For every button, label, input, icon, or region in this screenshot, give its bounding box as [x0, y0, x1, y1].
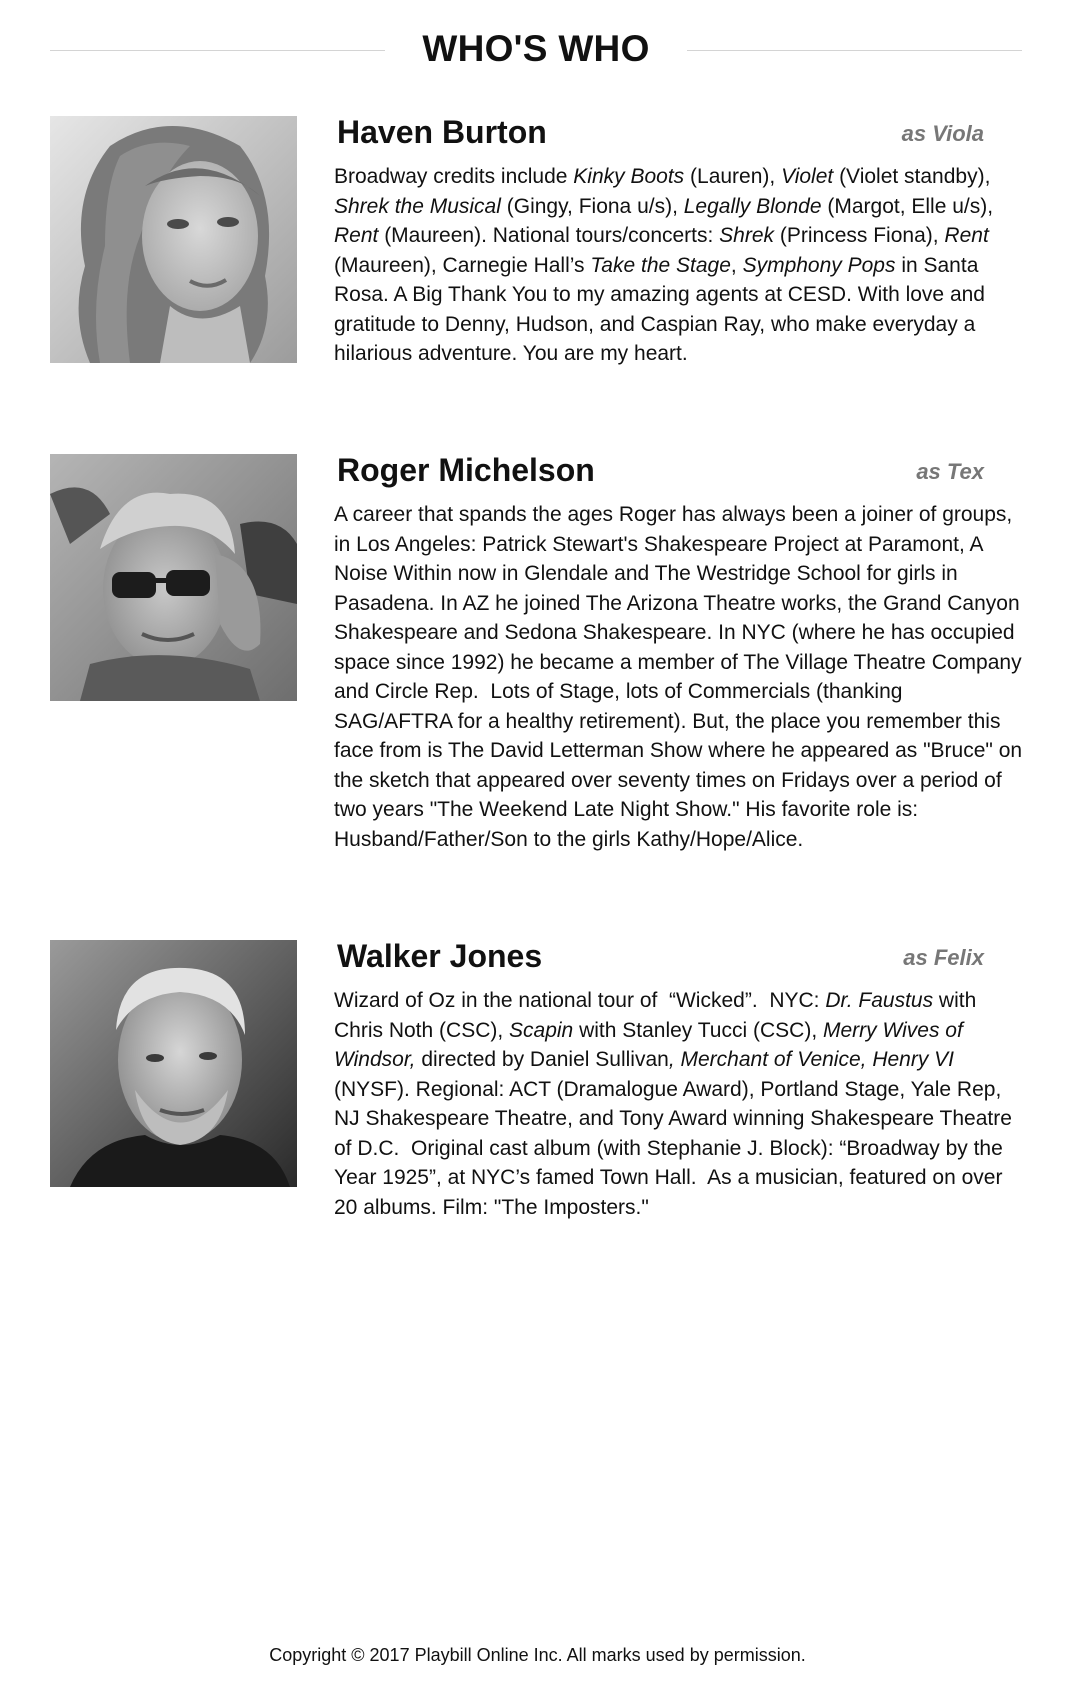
- name-row: [334, 454, 1024, 500]
- cast-entry-text: [334, 452, 1028, 854]
- cast-entry-text: [334, 940, 1024, 1222]
- bio-title-italic: Rent: [334, 224, 379, 247]
- bio-text: Wizard of Oz in the national tour of “Wicked”. NYC:: [334, 989, 826, 1012]
- bio-title-italic: Kinky Boots: [573, 165, 685, 188]
- bio-title-italic: Scapin: [509, 1018, 574, 1042]
- headshot-man-glasses-icon: [50, 454, 297, 701]
- bio-text: (Gingy, Fiona u/s),: [500, 194, 684, 218]
- headshot-man-glasses-icon-graphic: [50, 454, 297, 701]
- bio-title-italic: Take the Stage: [590, 253, 731, 277]
- bio-title-italic: Legally Blonde: [683, 194, 822, 218]
- copyright-footer: Copyright © 2017 Playbill Online Inc. All marks used by permission.: [269, 1645, 806, 1665]
- cast-bio: [334, 986, 1024, 1222]
- bio-text: (Margot, Elle u/s),: [821, 194, 999, 218]
- name-row: [334, 940, 1024, 986]
- cast-role: as Felix: [903, 945, 984, 970]
- headshot-woman-icon-graphic: [50, 116, 297, 363]
- bio-text: with Chris Noth (CSC),: [334, 989, 983, 1042]
- cast-bio: [334, 500, 1028, 854]
- bio-title-italic: Shrek the Musical: [334, 194, 501, 218]
- bio-text: (Maureen). National tours/concerts:: [378, 224, 720, 247]
- bio-text: with Stanley Tucci (CSC),: [573, 1018, 823, 1042]
- cast-name: Walker Jones: [337, 938, 543, 974]
- bio-title-italic: Dr. Faustus: [825, 989, 934, 1012]
- bio-title-italic: Rent: [944, 224, 989, 247]
- bio-text: (Violet standby),: [833, 165, 997, 188]
- bio-text: (Lauren),: [684, 165, 782, 188]
- bio-text: A career that spands the ages Roger has always been a joiner of groups, in Los Angeles: Patrick Stewart's Shakespeare Project at Paramont, A Noise Within now in Glendale and The Westridge School for girls in Pasadena. In AZ he joined The Arizona Theatre works, the Grand Canyon Shakespeare and Sedona Shakespeare. In NYC (where he has occupied space since 1992) he became a member of The Village Theatre Company and Circle Rep. Lots of Stage, lots of Commercials (thanking SAG/AFTRA for a healthy retirement). But, the place you remember this face from is The David Letterman Show where he appeared as "Bruce" on the sketch that appeared over seventy times on Fridays over a period of two years "The Weekend Late Night Show." His favorite role is: Husband/Father/Son to the girls Kathy/Hope/Alice.: [334, 503, 1028, 851]
- bio-title-italic: Merry Wives of Windsor,: [334, 1018, 969, 1071]
- cast-role: as Tex: [916, 459, 984, 484]
- bio-text: Broadway credits include: [334, 165, 574, 188]
- headshot-woman-icon: [50, 116, 297, 363]
- bio-text: (Princess Fiona),: [774, 224, 945, 247]
- page-title: WHO'S WHO: [422, 28, 650, 69]
- cast-name: Roger Michelson: [337, 452, 595, 488]
- name-row: [334, 116, 1024, 162]
- bio-text: ,: [730, 253, 743, 277]
- bio-text: (NYSF). Regional: ACT (Dramalogue Award), Portland Stage, Yale Rep, NJ Shakespeare Theatre, and Tony Award winning Shakespeare Theatre of D.C. Original cast album (with Stephanie J. Block): “Broadway by the Year 1925”, at NYC’s famed Town Hall. As a musician, featured on over 20 albums. Film: "The Imposters.": [334, 1048, 1018, 1219]
- bio-title-italic: Violet: [781, 165, 834, 188]
- cast-name: Haven Burton: [337, 114, 547, 150]
- cast-entry-text: [334, 116, 1024, 369]
- bio-title-italic: Shrek: [719, 224, 775, 247]
- cast-bio: [334, 162, 1024, 369]
- bio-title-italic: , Merchant of Venice, Henry VI: [668, 1048, 955, 1071]
- headshot-man-icon: [50, 940, 297, 1187]
- header-rule-right: [687, 50, 1022, 51]
- bio-text: (Maureen), Carnegie Hall’s: [334, 224, 995, 277]
- cast-role: as Viola: [901, 121, 984, 146]
- bio-text: in Santa Rosa. A Big Thank You to my amazing agents at CESD. With love and gratitude to Denny, Hudson, and Caspian Ray, who make everyday a hilarious adventure. You are my heart.: [334, 253, 991, 365]
- bio-text: directed by Daniel Sullivan: [415, 1048, 669, 1071]
- headshot-man-icon-graphic: [50, 940, 297, 1187]
- bio-title-italic: Symphony Pops: [742, 253, 896, 277]
- page-header: [50, 22, 1022, 78]
